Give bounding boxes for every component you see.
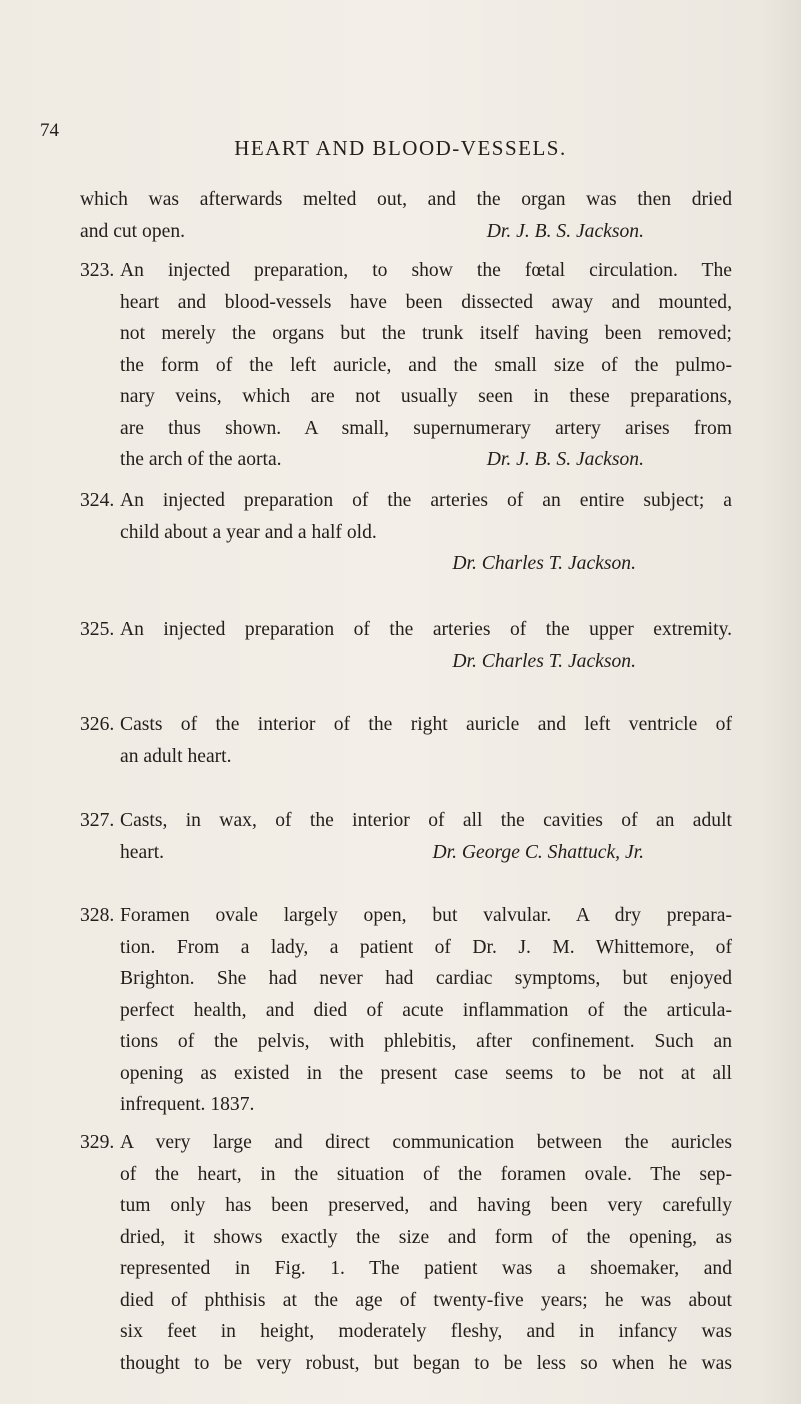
catalogue-entry-326 — [80, 709, 732, 772]
catalogue-entry-323 — [80, 255, 732, 476]
catalogue-entry-329 — [80, 1127, 732, 1379]
text-line: not merely the organs but the trunk itself having been removed; — [120, 323, 732, 344]
continuation-paragraph — [80, 184, 732, 247]
text-line: Brighton. She had never had cardiac symptoms, but enjoyed — [120, 968, 732, 989]
text-line: represented in Fig. 1. The patient was a shoemaker, and — [120, 1258, 732, 1279]
text-line: tions of the pelvis, with phlebitis, after confinement. Such an — [120, 1031, 732, 1052]
entry-body — [120, 805, 732, 868]
text-line: child about a year and a half old. — [120, 521, 377, 543]
text-line: died of phthisis at the age of twenty-five years; he was about — [120, 1289, 732, 1311]
catalogue-entry-328 — [80, 900, 732, 1121]
catalogue-entry-325 — [80, 614, 732, 677]
attribution: Dr. Charles T. Jackson. — [452, 650, 636, 672]
text-line: heart and blood-vessels have been dissected away and mounted, — [120, 291, 732, 313]
attribution: Dr. J. B. S. Jackson. — [486, 449, 644, 470]
text-line: Foramen ovale largely open, but valvular. A dry prepara- — [120, 905, 732, 926]
catalogue-entry-324 — [80, 485, 732, 580]
text-line: Casts, in wax, of the interior of all the cavities of an adult — [120, 810, 732, 831]
entry-body — [120, 1127, 732, 1379]
entry-body — [120, 614, 732, 677]
text-line: Casts of the interior of the right auricle and left ventricle of — [120, 714, 732, 735]
page-edge-shadow — [761, 0, 801, 1404]
text-line: six feet in height, moderately fleshy, and in infancy was — [120, 1321, 732, 1342]
entry-body — [120, 900, 732, 1121]
entry-number: 324. — [80, 490, 115, 511]
entry-number: 327. — [80, 810, 115, 831]
text-line: opening as existed in the present case seems to be not at all — [120, 1062, 732, 1084]
text-line-with-attribution — [80, 216, 732, 248]
entry-number: 323. — [80, 260, 115, 281]
text-line: tum only has been preserved, and having been very carefully — [120, 1195, 732, 1216]
text-line: which was afterwards melted out, and the organ was then dried — [80, 189, 732, 210]
text-line-with-attribution — [120, 837, 732, 869]
text-line: A very large and direct communication between the auricles — [120, 1132, 732, 1153]
text-line: the arch of the aorta. — [120, 449, 282, 470]
text-line-with-attribution — [120, 444, 732, 476]
text-line: infrequent. 1837. — [120, 1094, 255, 1115]
text-line: the form of the left auricle, and the small size of the pulmo- — [120, 354, 732, 376]
text-line: tion. From a lady, a patient of Dr. J. M. Whittemore, of — [120, 936, 732, 958]
text-line: heart. — [120, 841, 165, 863]
page-number: 74 — [40, 120, 59, 141]
text-line: dried, it shows exactly the size and form of the opening, as — [120, 1226, 732, 1248]
entry-number: 326. — [80, 714, 115, 735]
entry-number: 328. — [80, 905, 115, 926]
running-head: HEART AND BLOOD-VESSELS. — [234, 136, 567, 160]
text-line: and cut open. — [80, 220, 186, 242]
entry-body — [120, 709, 732, 772]
text-line: are thus shown. A small, supernumerary artery arises from — [120, 417, 732, 439]
catalogue-entry-327 — [80, 805, 732, 868]
entry-number: 325. — [80, 619, 115, 640]
attribution: Dr. J. B. S. Jackson. — [486, 220, 644, 242]
text-line: An injected preparation, to show the fœtal circulation. The — [120, 260, 732, 281]
text-line: An injected preparation of the arteries of the upper extremity. — [120, 619, 732, 640]
text-line: an adult heart. — [120, 745, 232, 767]
text-line: An injected preparation of the arteries of an entire subject; a — [120, 490, 732, 511]
text-line: of the heart, in the situation of the foramen ovale. The sep- — [120, 1163, 732, 1185]
entry-body — [120, 255, 732, 476]
text-line: thought to be very robust, but began to be less so when he was — [120, 1352, 732, 1374]
text-line: perfect health, and died of acute inflammation of the articula- — [120, 999, 732, 1021]
entry-body — [120, 485, 732, 580]
attribution: Dr. Charles T. Jackson. — [452, 553, 636, 574]
attribution: Dr. George C. Shattuck, Jr. — [432, 841, 644, 863]
text-line: nary veins, which are not usually seen in these preparations, — [120, 386, 732, 407]
entry-number: 329. — [80, 1132, 115, 1153]
